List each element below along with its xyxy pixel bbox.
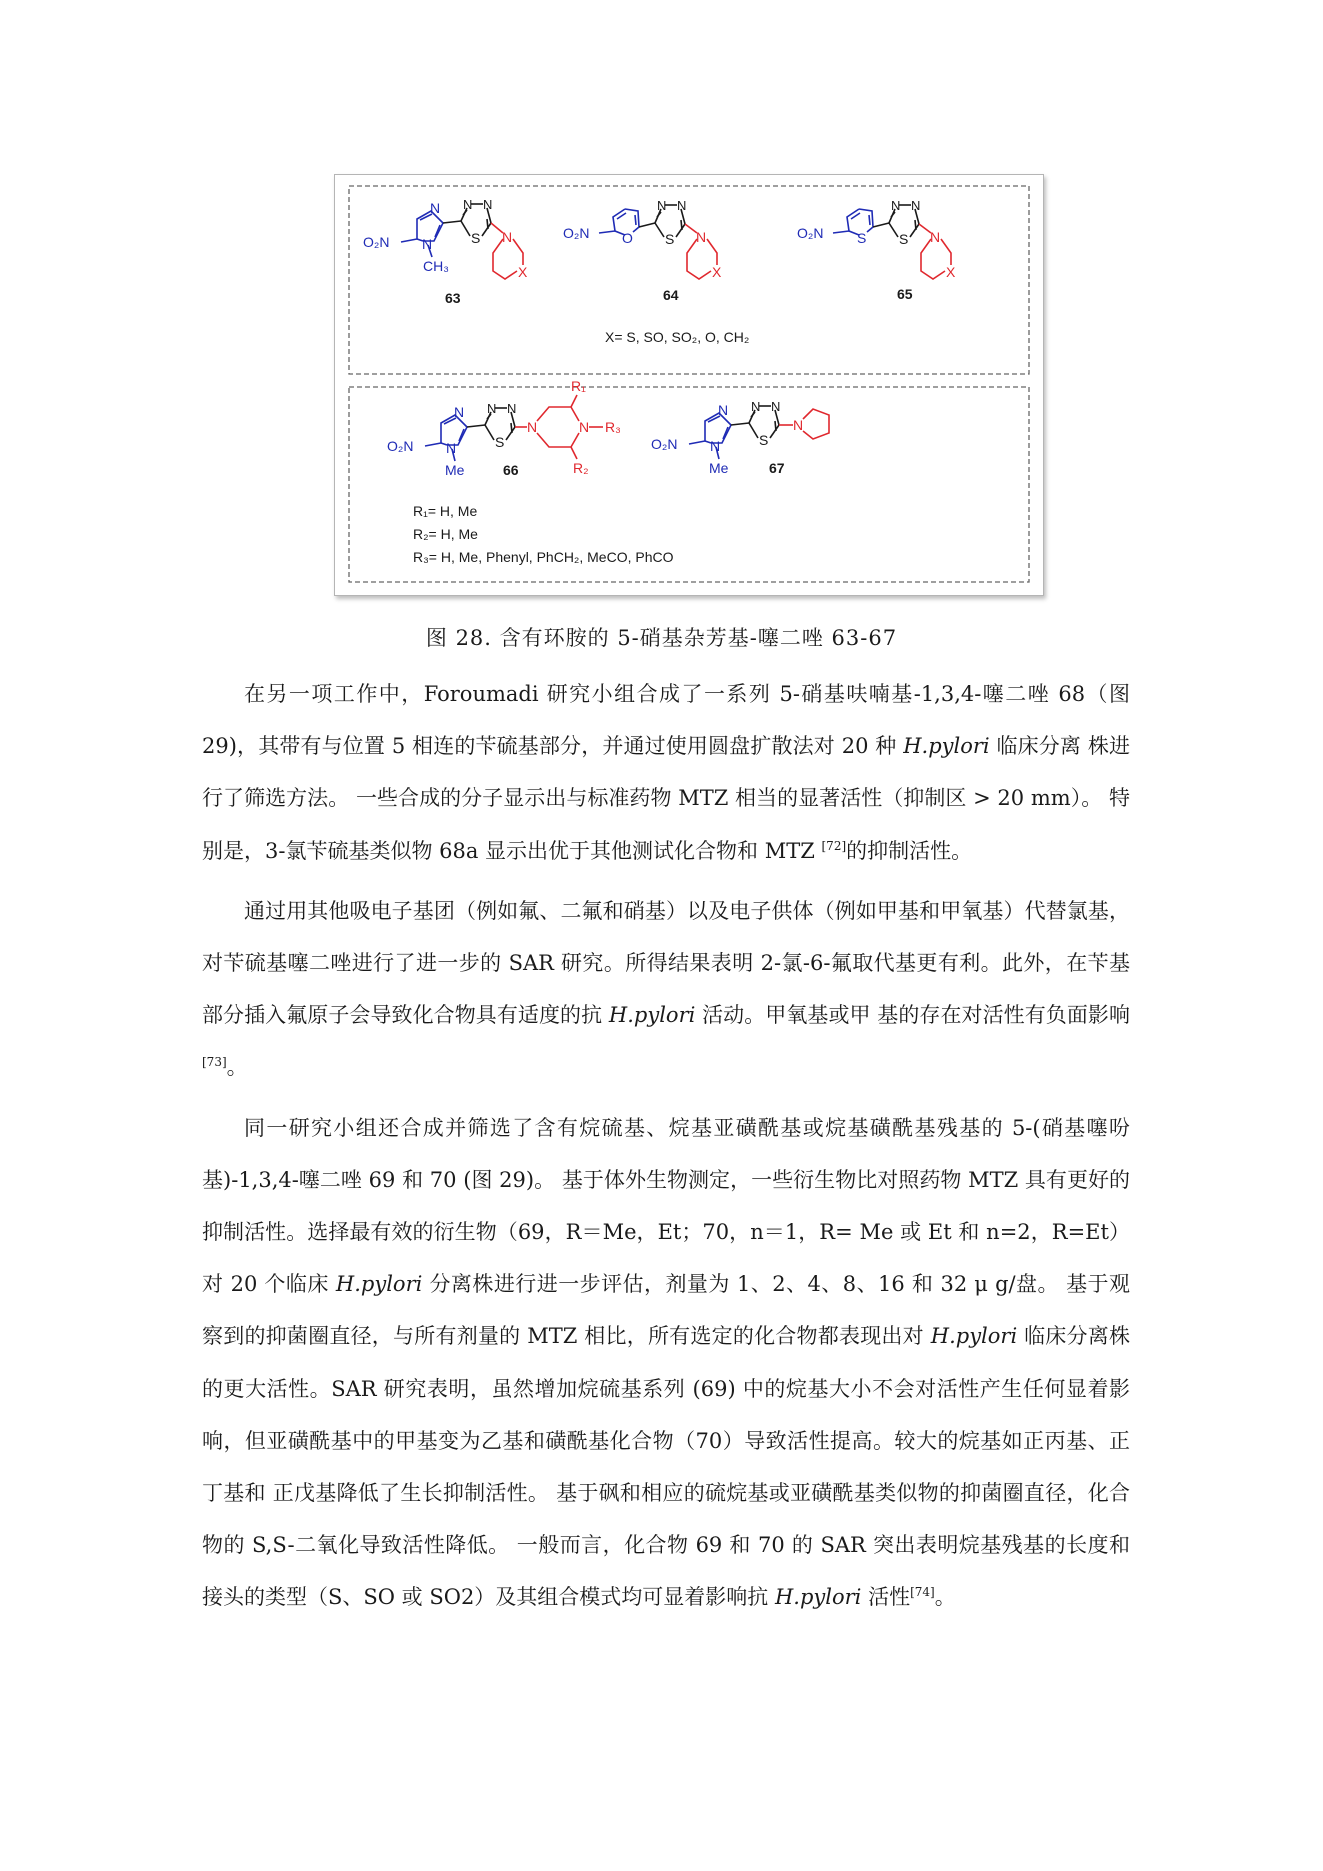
c66-n3: N: [454, 404, 465, 420]
c66-pip-n2: N: [579, 419, 590, 435]
c67-number: 67: [769, 460, 785, 476]
c65-thiadiazole-n: N: [891, 198, 901, 213]
p2-text-b: 活动。甲氧基或甲 基的存在对活性有负面影响: [695, 1003, 1130, 1028]
c63-number: 63: [445, 290, 461, 306]
figure-caption: 图 28. 含有环胺的 5-硝基杂芳基-噻二唑 63-67: [425, 626, 898, 650]
p1-text-b: 临床分离 株进行了筛选方法。 一些合成的分子显示出与标准药物 MTZ 相当的显著活性（抑制区 > 20 mm）。 特别是，3-氯苄硫基类似物 68a 显示出优于其他测试化合物和 MTZ: [202, 734, 1130, 863]
compound-63: [363, 197, 528, 306]
c67-no2: O₂N: [651, 436, 678, 452]
c67-thiadiazole-n: N: [751, 399, 761, 414]
p3-text-a: 同一研究小组还合成并筛选了含有烷硫基、烷基亚磺酰基或烷基磺酰基残基的 5-(硝基噻吩基)-1,3,4-噻二唑 69 和 70 (图 29)。 基于体外生物测定，一些衍生物比对照药物 MTZ 具有更好的抑制活性。选择最有效的衍生物（69，R＝Me，Et；70，n＝1，R= Me 或 Et 和 n=2，R=Et）对 20 个临床: [202, 1115, 1130, 1297]
p3-species-2: H.pylori: [930, 1324, 1018, 1349]
c67-pyrrolidine-n: N: [793, 417, 804, 433]
c66-thiadiazole-n2: N: [507, 401, 517, 416]
c66-pip-n1: N: [527, 419, 538, 435]
compound-66: [387, 378, 621, 478]
c63-thiadiazole-n: N: [463, 197, 473, 212]
c67-thiadiazole-n2: N: [771, 399, 781, 414]
c67-methyl: Me: [709, 460, 729, 476]
c66-no2: O₂N: [387, 438, 414, 454]
compound-64: [563, 198, 722, 303]
r1-definition: R₁= H, Me: [413, 503, 478, 519]
figure-28-structures: [334, 174, 1044, 596]
c66-r3: R₃: [605, 419, 621, 435]
c66-thiadiazole-n: N: [487, 401, 497, 416]
c64-thiadiazole-n: N: [657, 198, 667, 213]
citation-74: [74]: [910, 1585, 935, 1600]
c67-n3: N: [718, 402, 729, 418]
c66-methyl: Me: [445, 462, 465, 478]
p1-species: H.pylori: [903, 734, 990, 759]
paragraph-3: [202, 1102, 1130, 1624]
chemical-structures-diagram: [335, 175, 1043, 595]
c63-n3: N: [430, 200, 441, 216]
c63-thiadiazole-n2: N: [483, 197, 493, 212]
c63-amine-n: N: [502, 229, 513, 245]
top-panel-frame: [349, 186, 1029, 374]
r2-definition: R₂= H, Me: [413, 526, 478, 542]
paragraph-2: [202, 885, 1130, 1094]
body-text: [202, 668, 1130, 1624]
c64-amine-n: N: [696, 229, 707, 245]
x-definition: X= S, SO, SO₂, O, CH₂: [605, 329, 750, 345]
c65-thiadiazole-n2: N: [911, 198, 921, 213]
p2-species: H.pylori: [608, 1003, 696, 1028]
citation-72: [72]: [821, 838, 847, 853]
c65-thiadiazole-s: S: [899, 231, 909, 247]
c63-thiadiazole-s: S: [471, 230, 481, 246]
r3-definition: R₃= H, Me, Phenyl, PhCH₂, MeCO, PhCO: [413, 549, 674, 565]
c63-x: X: [518, 264, 528, 280]
c66-thiadiazole-s: S: [495, 434, 505, 450]
c63-n1: N: [422, 236, 433, 252]
p3-species-1: H.pylori: [335, 1272, 423, 1297]
c64-furan-o: O: [622, 230, 633, 246]
c63-no2: O₂N: [363, 234, 390, 250]
c66-r2: R₂: [573, 460, 589, 476]
p3-text-b: 分离株进行进一步评估，剂量为 1、2、4、8、16 和 32 μ g/盘。 基于观察到的抑菌圈直径，与所有剂量的 MTZ 相比，所有选定的化合物都表现出对: [202, 1272, 1130, 1349]
c66-number: 66: [503, 462, 519, 478]
c63-methyl: CH₃: [423, 258, 449, 274]
c65-x: X: [946, 264, 956, 280]
p3-text-c: 临床分离株的更大活性。SAR 研究表明，虽然增加烷硫基系列 (69) 中的烷基大小不会对活性产生任何显着影响，但亚磺酰基中的甲基变为乙基和磺酰基化合物（70）导致活性提高。较大的烷基如正丙基、正丁基和 正戊基降低了生长抑制活性。 基于砜和相应的硫烷基或亚磺酰基类似物的抑菌圈直径，化合物的 S,S-二氧化导致活性降低。 一般而言，化合物 69 和 70 的 SAR 突出表明烷基残基的长度和接头的类型（S、SO 或 SO2）及其组合模式均可显着影响抗: [202, 1324, 1130, 1610]
compound-67: [651, 399, 829, 476]
paragraph-1: [202, 668, 1130, 877]
c64-thiadiazole-n2: N: [677, 198, 687, 213]
c65-thiophene-s: S: [857, 230, 867, 246]
c64-x: X: [712, 264, 722, 280]
p1-text-a: 在另一项工作中，Foroumadi 研究小组合成了一系列 5-硝基呋喃基-1,3,4-噻二唑 68（图 29)，其带有与位置 5 相连的苄硫基部分，并通过使用圆盘扩散法对 20 种: [202, 682, 1130, 759]
c64-no2: O₂N: [563, 225, 590, 241]
c64-number: 64: [663, 287, 679, 303]
c65-no2: O₂N: [797, 225, 824, 241]
c67-thiadiazole-s: S: [759, 432, 769, 448]
p2-text-c: 。: [226, 1055, 248, 1080]
p3-species-3: H.pylori: [774, 1585, 862, 1610]
c67-n1: N: [710, 438, 721, 454]
p3-text-e: 。: [934, 1585, 956, 1610]
c65-number: 65: [897, 286, 913, 302]
c66-n1: N: [446, 440, 457, 456]
p1-text-c: 的抑制活性。: [846, 838, 973, 863]
c66-r1: R₁: [571, 378, 586, 394]
c65-amine-n: N: [930, 229, 941, 245]
p2-text-a: 通过用其他吸电子基团（例如氟、二氟和硝基）以及电子供体（例如甲基和甲氧基）代替氯基，对苄硫基噻二唑进行了进一步的 SAR 研究。所得结果表明 2-氯-6-氟取代基更有利。此外，在苄基部分插入氟原子会导致化合物具有适度的抗: [202, 898, 1130, 1028]
citation-73: [73]: [202, 1055, 227, 1070]
p3-text-d: 活性: [861, 1585, 911, 1610]
c64-thiadiazole-s: S: [665, 231, 675, 247]
compound-65: [797, 198, 956, 302]
